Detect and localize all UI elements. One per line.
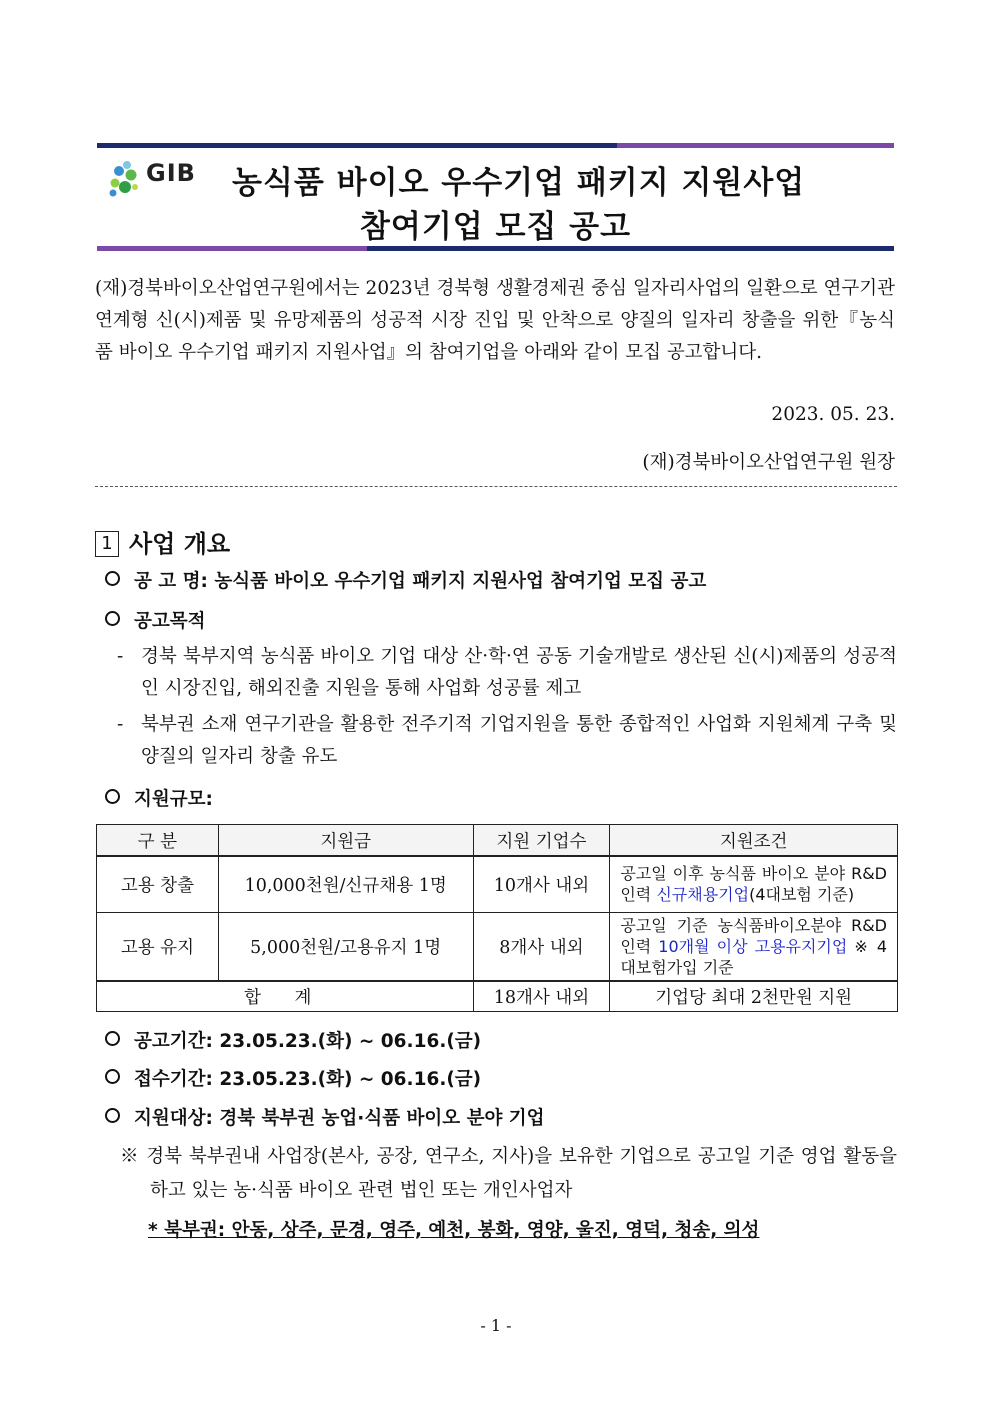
notice-name-item [105,567,706,593]
table-total-row [97,981,898,1011]
target-note [120,1140,897,1208]
notice-name: 공 고 명: 농식품 바이오 우수기업 패키지 지원사업 참여기업 모집 공고 [134,571,707,592]
condition-text: (4대보험 기준) [749,885,855,905]
target: 지원대상: 경북 북부권 농업·식품 바이오 분야 기업 [134,1108,545,1129]
scale-heading: 지원규모: [134,789,213,810]
circle-bullet-icon [105,1108,120,1123]
purpose-item-text: 경북 북부지역 농식품 바이오 기업 대상 산·학·연 공동 기술개발로 생산된 신(시)제품의 성공적인 시장진입, 해외진출 지원을 통해 사업화 성공률 제고 [141,646,897,699]
target-note-text: ※ 경북 북부권내 사업장(본사, 공장, 연구소, 지사)을 보유한 기업으로 공고일 기준 영업 활동을 하고 있는 농·식품 바이오 관련 법인 또는 개인사업자 [120,1146,897,1201]
table-header-row [97,825,898,857]
purpose-heading: 공고목적 [134,611,206,632]
page-title-line2: 참여기업 모집 공고 [359,209,632,245]
purpose-item [117,641,897,705]
circle-bullet-icon [105,1031,120,1046]
announcement-date: 2023. 05. 23. [771,404,895,425]
total-label: 합 계 [97,981,474,1011]
section-number: 1 [95,531,119,557]
notice-period-item [105,1027,481,1053]
row-type: 고용 유지 [97,912,219,981]
region-note: * 북부권: 안동, 상주, 문경, 영주, 예천, 봉화, 영양, 울진, 영덕, 청송, 의성 [148,1220,760,1241]
title-bottom-bar-purple [97,246,367,251]
scale-heading-item [105,785,213,811]
condition-text: 공고일 기준 농식품바이오분야 R&D인력 [620,915,887,956]
title-top-bar-navy [97,143,617,148]
intro-paragraph: (재)경북바이오산업연구원에서는 2023년 경북형 생활경제권 중심 일자리사업의 일환으로 연구기관 연계형 신(시)제품 및 유망제품의 성공적 시장 진입 및 안착으로 양질의 일자리 창출을 위한『농식품 바이오 우수기업 패키지 지원사업』의 참여기업을 아래와 같이 모집 공고합니다. [95,278,895,363]
support-table [96,824,898,1012]
row-condition [610,856,898,912]
row-amount: 5,000천원/고용유지 1명 [218,912,473,981]
logo-text: GIB [146,159,196,187]
purpose-item-text: 북부권 소재 연구기관을 활용한 전주기적 기업지원을 통한 종합적인 사업화 지원체계 구축 및 양질의 일자리 창출 유도 [141,714,897,767]
notice-period: 공고기간: 23.05.23.(화) ~ 06.16.(금) [134,1031,482,1052]
table-header-cell: 구 분 [97,825,219,857]
circle-bullet-icon [105,611,120,626]
issuer: (재)경북바이오산업연구원 원장 [642,452,895,473]
table-header-cell: 지원 기업수 [473,825,610,857]
condition-text: ※ 4대보험가입 기준 [620,936,887,977]
circle-bullet-icon [105,571,120,586]
dash-bullet-icon: - [117,714,124,735]
table-header-cell: 지원조건 [610,825,898,857]
total-note: 기업당 최대 2천만원 지원 [610,981,898,1011]
condition-text: 공고일 이후 농식품 바이오 분야 R&D인력 [620,864,887,905]
page-number: - 1 - [480,1316,512,1335]
row-amount: 10,000천원/신규채용 1명 [218,856,473,912]
receipt-period-item [105,1065,481,1091]
target-item [105,1104,545,1130]
dash-bullet-icon: - [117,646,124,667]
row-count: 10개사 내외 [473,856,610,912]
row-condition [610,912,898,981]
table-row [97,856,898,912]
circle-bullet-icon [105,1069,120,1084]
condition-highlight: 신규채용기업 [656,885,750,905]
title-box [97,143,894,251]
title-bottom-bar-navy [367,246,894,251]
purpose-heading-item [105,607,205,633]
section-heading [95,524,230,559]
total-count: 18개사 내외 [473,981,610,1011]
table-row [97,912,898,981]
section-title: 사업 개요 [129,530,231,558]
page-title-line1: 농식품 바이오 우수기업 패키지 지원사업 [232,165,806,201]
row-type: 고용 창출 [97,856,219,912]
row-count: 8개사 내외 [473,912,610,981]
dashed-divider [95,486,897,487]
circle-bullet-icon [105,789,120,804]
purpose-item [117,709,897,773]
title-top-bar-purple [617,143,894,148]
receipt-period: 접수기간: 23.05.23.(화) ~ 06.16.(금) [134,1069,482,1090]
condition-highlight: 10개월 이상 고용유지기업 [658,936,848,956]
table-header-cell: 지원금 [218,825,473,857]
